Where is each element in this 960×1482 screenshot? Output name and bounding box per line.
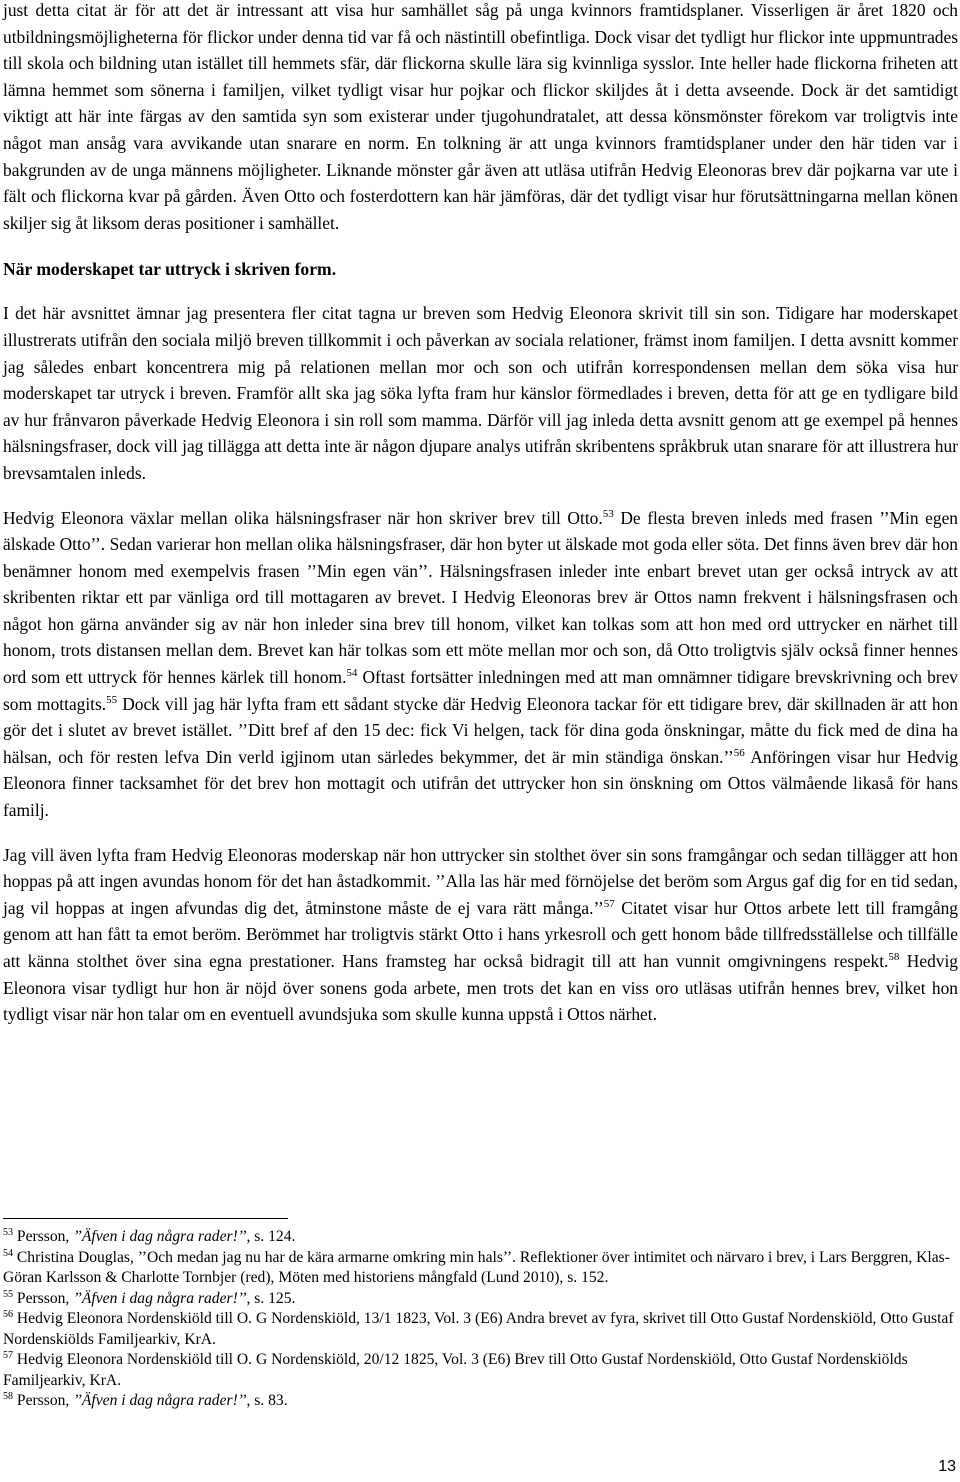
footnote-separator: [3, 1218, 288, 1219]
text-run: Anföringen visar hur Hedvig Eleonora finner tacksamhet för det brev hon mottagit och utifrån det uttrycker hon sin önskning om Ottos välmående likaså för hans familj.: [3, 746, 958, 821]
footnote-text: , s. 125.: [246, 1289, 296, 1307]
text-run: Hedvig Eleonora växlar mellan olika hälsningsfraser när hon skriver brev till Otto.: [3, 507, 603, 528]
text-run: Citatet visar hur Ottos arbete lett till framgång genom att han fått ta emot beröm. Berömmet har troligtvis stärkt Otto i hans yrkesroll och gett honom både tillfredsställelse och tillfälle att känna stolthet över sina egna prestationer. Hans framsteg har också bidragit till att han vunnit omgivningens respekt.: [3, 897, 959, 971]
footnote-text: Persson,: [13, 1228, 74, 1245]
footnote-53: [3, 1227, 958, 1248]
footnote-55: [3, 1289, 958, 1310]
paragraph-intro: just detta citat är för att det är intressant att visa hur samhället såg på unga kvinnors framtidsplaner. Visserligen är året 1820 och utbildningsmöjligheterna för flickor under denna tid var få och nästintill obefintliga. Dock visar det tydligt hur flickor inte uppmuntrades till skola och bildning utan istället till hemmets sfär, där flickorna skulle lära sig kvinnliga sysslor. Inte heller hade flickorna friheten att lämna hemmet som sönerna i familjen, vilket tydligt visar hur pojkar och flickor skiljdes åt i detta avseende. Dock är det samtidigt viktigt att här inte färgas av den samtida syn som existerar under tjugohundratalet, att dessa könsmönster förekom var troligtvis inte något man ansåg vara avvikande utan snarare en norm. En tolkning är att unga kvinnors framtidsplaner under den här tiden var i bakgrunden av de unga männens möjligheter. Liknande mönster går även att utläsa utifrån Hedvig Eleonoras brev där pojkarna var ute i fält och flickorna kvar på gården. Även Otto och fosterdottern kan här jämföras, där det tydligt visar hur förutsättningarna mellan könen skiljer sig åt liksom deras positioner i samhället.: [3, 0, 958, 233]
text-run: Hedvig Eleonora visar tydligt hur hon är nöjd över sonens goda arbete, men trots det kan en viss oro utläsas utifrån hennes brev, vilket hon tydligt visar när hon talar om en eventuell avundsjuka som skulle kunna uppstå i Ottos närhet.: [3, 951, 958, 1025]
footnote-text: Christina Douglas, ’’Och medan jag nu har de kära armarne omkring min hals’’. Reflektioner över intimitet och närvaro i brev, i Lars Berggren, Klas-Göran Karlsson & Charlotte Tornbjer (red), Möten med historiens mångfald (Lund 2010), s. 152.: [3, 1248, 950, 1286]
footnote-title: ’’Äfven i dag några rader!’’: [73, 1228, 247, 1245]
footnote-number: 57: [3, 1349, 13, 1361]
footnote-58: [3, 1391, 958, 1412]
footnote-title: ’’Äfven i dag några rader!’’: [73, 1289, 247, 1307]
footnote-number: 54: [3, 1247, 13, 1259]
footnote-54: [3, 1248, 958, 1289]
footnote-text: , s. 124.: [246, 1228, 296, 1245]
document-body: [3, 0, 958, 1028]
footnote-56: [3, 1309, 958, 1350]
footnote-ref-53[interactable]: 53: [602, 507, 614, 520]
footnote-text: Hedvig Eleonora Nordenskiöld till O. G Nordenskiöld, 20/12 1825, Vol. 3 (E6) Brev till Otto Gustaf Nordenskiöld, Otto Gustaf Nordenskiölds Familjearkiv, KrA.: [3, 1351, 908, 1389]
footnote-number: 55: [3, 1288, 13, 1300]
text-run: Jag vill även lyfta fram Hedvig Eleonoras moderskap när hon uttrycker sin stolthet över sin sons framgångar och sedan tillägger att hon hoppas på att ingen avundas honom för det han åstadkommit. ’’Alla las här med förnöjelse det beröm som Argus gaf dig for en tid sedan, jag vil hoppas at ingen afvundas dig det, åtminstone måste de ej vara rätt många.’’: [3, 844, 958, 918]
footnote-number: 56: [3, 1308, 13, 1320]
page-number: 13: [938, 1458, 956, 1475]
footnote-number: 53: [3, 1226, 13, 1238]
paragraph-greetings: [3, 505, 958, 824]
text-run: Oftast fortsätter inledningen med att man omnämner tidigare brevskrivning och brev som mottagits.: [3, 667, 958, 714]
footnote-57: [3, 1350, 958, 1391]
footnote-ref-58[interactable]: 58: [888, 951, 900, 964]
footnote-ref-56[interactable]: 56: [733, 747, 745, 760]
text-run: De flesta breven inleds med frasen ’’Min egen älskade Otto’’. Sedan varierar hon mellan olika hälsningsfraser, där hon byter ut älskade mot goda eller söta. Det finns även brev där hon benämner honom med exempelvis frasen ’’Min egen vän’’. Hälsningsfrasen inleder inte enbart brevet utan ger också intryck av att skribenten riktar ett par vänliga ord till mottagaren av brevet. I Hedvig Eleonoras brev är Ottos namn frekvent i hälsningsfrasen och något hon gärna använder sig av när hon inleder sina brev till honom, vilket kan tolkas som att hon med ord uttrycker en närhet till honom, trots distansen mellan dem. Brevet kan här tolkas som ett möte mellan mor och son, då Otto troligtvis själv också finner hennes ord som ett uttryck för hennes kärlek till honom.: [3, 507, 958, 688]
footnote-ref-55[interactable]: 55: [106, 693, 118, 706]
footnote-number: 58: [3, 1390, 13, 1402]
footnote-ref-57[interactable]: 57: [603, 898, 615, 911]
footnote-text: , s. 83.: [246, 1392, 288, 1409]
section-heading: När moderskapet tar uttryck i skriven form.: [3, 259, 337, 280]
footnote-title: ’’Äfven i dag några rader!’’: [73, 1392, 247, 1409]
footnotes: [3, 1227, 958, 1412]
text-run: Dock vill jag här lyfta fram ett sådant stycke där Hedvig Eleonora tackar för ett tidigare brev, där skillnaden är att hon gör det i slutet av brevet istället. ’’Ditt bref af den 15 dec: fick Vi helgen, tack för dina goda önskningar, måtte du fick med de dina ha hälsan, och för resten lefva Din verld igjinom utan särledes bekymmer, det är min ständiga önskan.’’: [3, 693, 958, 767]
footnote-text: Hedvig Eleonora Nordenskiöld till O. G Nordenskiöld, 13/1 1823, Vol. 3 (E6) Andra brevet av fyra, skrivet till Otto Gustaf Nordenskiöld, Otto Gustaf Nordenskiölds Familjearkiv, KrA.: [3, 1310, 954, 1348]
footnote-text: Persson,: [13, 1392, 74, 1409]
footnote-ref-54[interactable]: 54: [346, 667, 358, 680]
paragraph-pride: [3, 842, 958, 1028]
footnote-text: Persson,: [13, 1289, 74, 1307]
paragraph-section-intro: I det här avsnittet ämnar jag presentera fler citat tagna ur breven som Hedvig Eleonora skrivit till sin son. Tidigare har moderskapet illustrerats utifrån den sociala miljö breven tillkommit i och påverkan av sociala relationer, främst inom familjen. I detta avsnitt kommer jag således enbart koncentrera mig på relationen mellan mor och son och utifrån korrespondensen mellan dem söka visa hur moderskapet tar utryck i breven. Framför allt ska jag söka lyfta fram hur känslor förmedlades i breven, detta för att ge en tydligare bild av hur frånvaron påverkade Hedvig Eleonora i sin roll som mamma. Därför vill jag inleda detta avsnitt genom att ge exempel på hennes hälsningsfraser, dock vill jag tillägga att detta inte är någon djupare analys utifrån skribentens språkbruk utan snarare för att illustrera hur brevsamtalen inleds.: [3, 303, 958, 483]
